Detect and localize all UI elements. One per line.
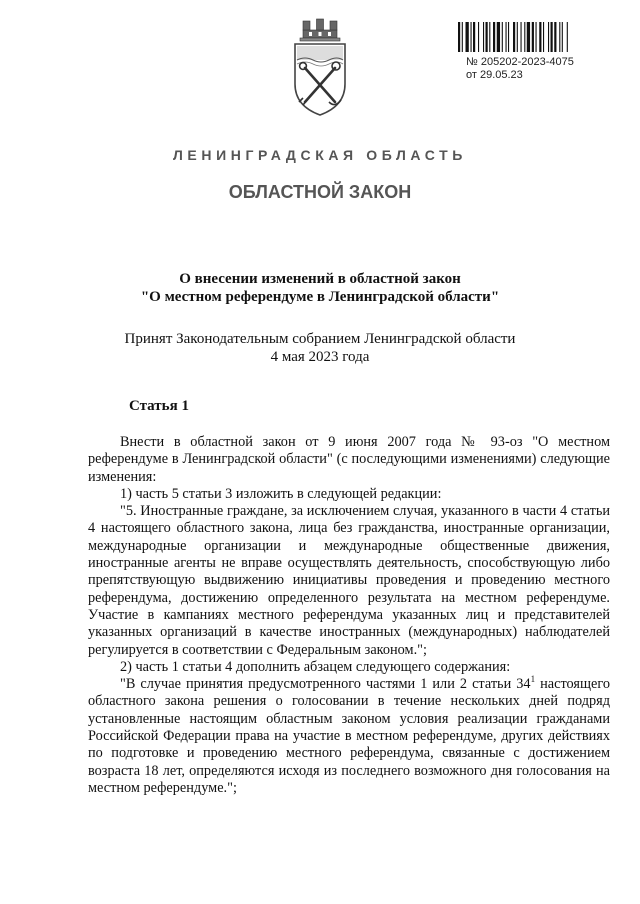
article-body (88, 434, 610, 797)
leningrad-oblast-coat-of-arms-icon (289, 16, 351, 120)
barcode-icon (458, 22, 606, 52)
paragraph: Внести в областной закон от 9 июня 2007 года № 93-оз "О местном референдуме в Ленинградской области" (с последующими изменениями) следующие изменения: (88, 434, 610, 485)
registration-stamp (466, 56, 574, 82)
law-title (0, 270, 640, 306)
adoption-note (0, 330, 640, 366)
law-type-heading: ОБЛАСТНОЙ ЗАКОН (228, 182, 412, 202)
paragraph (88, 676, 610, 797)
law-title-line-2: "О местном референдуме в Ленинградской области" (140, 289, 500, 305)
registration-number: № 205202-2023-4075 (466, 56, 574, 68)
paragraph-text: настоящего областного закона решения о голосовании в течение нескольких дней подряд установленные настоящим областным законом условия реализации гражданами Российской Федерации права на участие в местном референдуме, других действиях по подготовке и проведению местного референдума, связанные с достижением возраста 18 лет, определяются исходя из последнего возможного дня голосования на местном референдуме."; (88, 676, 610, 796)
superscript-index: 1 (530, 674, 536, 685)
article-heading: Статья 1 (129, 398, 189, 414)
registration-date: от 29.05.23 (466, 69, 523, 81)
paragraph-text: "В случае принятия предусмотренного частями 1 или 2 статьи 34 (120, 676, 531, 693)
paragraph: 1) часть 5 статьи 3 изложить в следующей редакции: (120, 485, 442, 502)
paragraph: 2) часть 1 статьи 4 дополнить абзацем следующего содержания: (120, 658, 511, 675)
adoption-note-line-2: 4 мая 2023 года (270, 349, 370, 365)
law-title-line-1: О внесении изменений в областной закон (179, 271, 461, 287)
adoption-note-line-1: Принят Законодательным собранием Ленинградской области (124, 331, 516, 347)
region-heading: ЛЕНИНГРАДСКАЯ ОБЛАСТЬ (173, 147, 467, 163)
paragraph: "5. Иностранные граждане, за исключением случая, указанного в части 4 статьи 4 настоящего областного закона, лица без гражданства, иностранные организации, международные организации и международные общественные движения, иностранные агенты не вправе осуществлять деятельность, способствующую либо препятствующую выдвижению инициативы проведения и проведению местного референдума, достижению определенного результата на местном референдуме. Участие в кампаниях местного референдума указанных лиц и представителей указанных организаций в качестве иностранных (международных) наблюдателей регулируется в соответствии с Федеральным законом."; (88, 503, 610, 658)
